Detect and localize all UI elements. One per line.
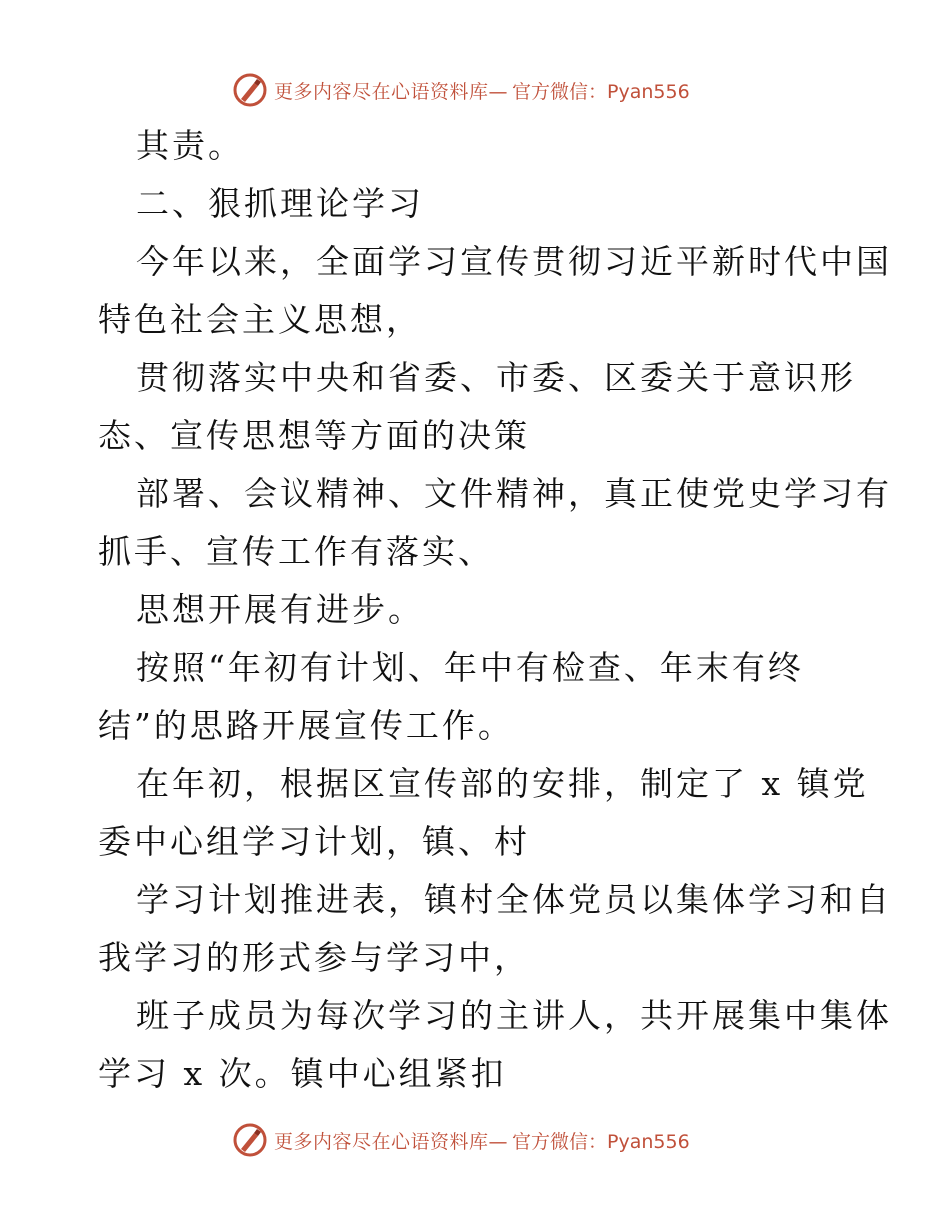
header-watermark (232, 70, 752, 110)
body-line: 态、宣传思想等方面的决策 (98, 416, 530, 455)
body-line: 我学习的形式参与学习中， (98, 938, 530, 977)
watermark-text: 更多内容尽在心语资料库— (274, 1130, 509, 1153)
body-line: 在年初，根据区宣传部的安排，制定了 x 镇党 (136, 764, 869, 803)
body-line: 思想开展有进步。 (136, 590, 424, 629)
pen-logo-icon (232, 72, 268, 108)
body-line: 学习计划推进表，镇村全体党员以集体学习和自 (136, 880, 892, 919)
footer-watermark (232, 1120, 752, 1160)
body-line: 特色社会主义思想， (98, 300, 422, 339)
body-line: 抓手、宣传工作有落实、 (98, 532, 494, 571)
body-line: 学习 x 次。镇中心组紧扣 (98, 1054, 507, 1093)
pen-logo-icon (232, 1122, 268, 1158)
body-line: 其责。 (136, 126, 244, 165)
watermark-text: 更多内容尽在心语资料库— (274, 80, 509, 103)
body-line: 按照“年初有计划、年中有检查、年末有终 (136, 648, 804, 687)
body-line: 部署、会议精神、文件精神，真正使党史学习有 (136, 474, 892, 513)
body-line: 贯彻落实中央和省委、市委、区委关于意识形 (136, 358, 856, 397)
body-line: 委中心组学习计划，镇、村 (98, 822, 530, 861)
body-line: 结”的思路开展宣传工作。 (98, 706, 514, 745)
watermark-contact: 官方微信：Pyan556 (512, 80, 690, 103)
section-heading: 二、狠抓理论学习 (136, 184, 424, 223)
body-line: 班子成员为每次学习的主讲人，共开展集中集体 (136, 996, 892, 1035)
body-line: 今年以来，全面学习宣传贯彻习近平新时代中国 (136, 242, 892, 281)
watermark-contact: 官方微信：Pyan556 (512, 1130, 690, 1153)
